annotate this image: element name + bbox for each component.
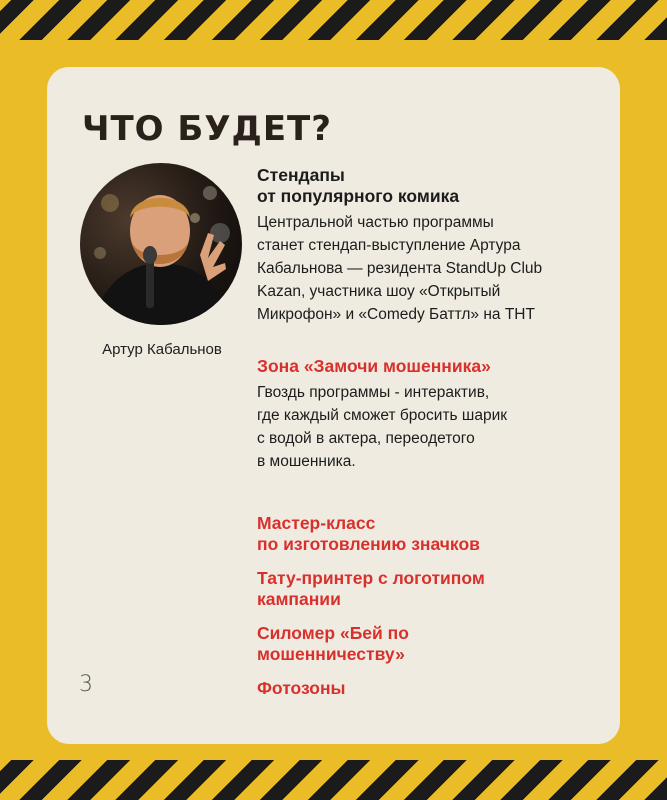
block-standup: [257, 165, 597, 326]
list-item: Фотозоны: [257, 678, 346, 698]
block-title: Зона «Замочи мошенника»: [257, 356, 491, 376]
speaker-name: Артур Кабальнов: [102, 341, 222, 358]
list-item: Силомер «Бей по мошенничеству»: [257, 623, 409, 664]
activities-list: [257, 513, 597, 699]
block-text: Центральной частью программы станет стендап-выступление Артура Кабальнова — резидента StandUp Club Kazan, участника шоу «Открытый Микрофон» и «Comedy Баттл» на ТНТ: [257, 214, 543, 323]
block-wet-scammer-zone: [257, 356, 597, 473]
page-number: 3: [79, 672, 93, 697]
block-text: Гвоздь программы - интерактив, где каждый сможет бросить шарик с водой в актера, переодетого в мошенника.: [257, 384, 508, 470]
speaker-photo: [80, 163, 242, 325]
page-title: ЧТО БУДЕТ?: [82, 109, 332, 149]
content-card: [47, 67, 620, 744]
top-hazard-stripe: [0, 0, 667, 40]
list-item: Мастер-класс по изготовлению значков: [257, 513, 480, 554]
list-item: Тату-принтер с логотипом кампании: [257, 568, 485, 609]
bottom-hazard-stripe: [0, 760, 667, 800]
program-content: [257, 165, 597, 712]
block-title: Стендапы от популярного комика: [257, 165, 460, 206]
